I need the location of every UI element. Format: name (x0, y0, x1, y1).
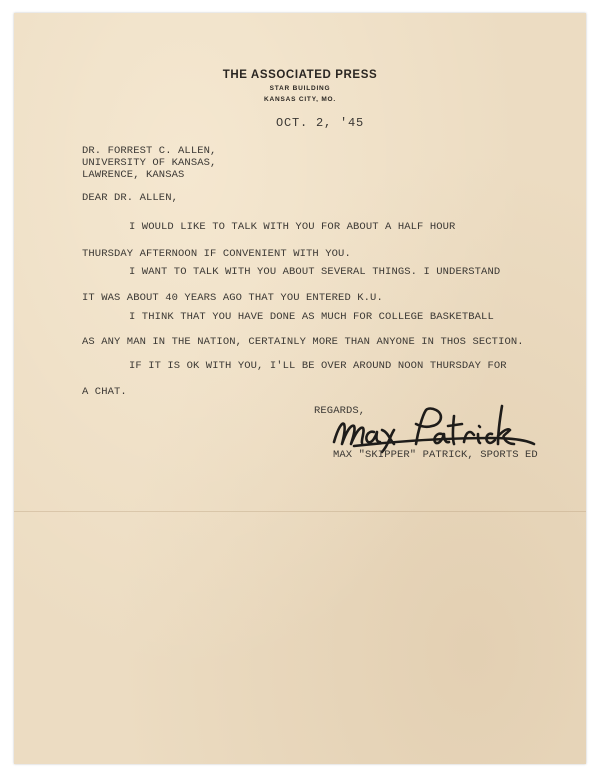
paper-fold-line (14, 511, 586, 512)
letterhead-city: KANSAS CITY, MO. (263, 96, 337, 103)
recipient-line-2: UNIVERSITY OF KANSAS, (82, 157, 217, 169)
body-line: THURSDAY AFTERNOON IF CONVENIENT WITH YOU. (82, 248, 351, 260)
letter-paper (14, 13, 586, 764)
signature-name: MAX "SKIPPER" PATRICK, SPORTS ED (333, 449, 538, 461)
body-line: AS ANY MAN IN THE NATION, CERTAINLY MORE THAN ANYONE IN THOS SECTION. (82, 336, 524, 348)
salutation: DEAR DR. ALLEN, (82, 192, 179, 204)
body-line: I WANT TO TALK WITH YOU ABOUT SEVERAL THINGS. I UNDERSTAND (129, 266, 501, 278)
recipient-line-1: DR. FORREST C. ALLEN, (82, 145, 217, 157)
letter-date: OCT. 2, '45 (276, 116, 365, 130)
recipient-line-3: LAWRENCE, KANSAS (82, 169, 185, 181)
letterhead-building: STAR BUILDING (269, 85, 331, 92)
handwritten-signature (330, 398, 560, 454)
body-line: IF IT IS OK WITH YOU, I'LL BE OVER AROUND NOON THURSDAY FOR (129, 360, 507, 372)
letterhead-organization: THE ASSOCIATED PRESS (222, 69, 378, 81)
closing: REGARDS, (314, 405, 366, 417)
body-line: A CHAT. (82, 386, 127, 398)
body-line: I THINK THAT YOU HAVE DONE AS MUCH FOR COLLEGE BASKETBALL (129, 311, 494, 323)
body-line: I WOULD LIKE TO TALK WITH YOU FOR ABOUT A HALF HOUR (129, 221, 456, 233)
body-line: IT WAS ABOUT 40 YEARS AGO THAT YOU ENTERED K.U. (82, 292, 383, 304)
